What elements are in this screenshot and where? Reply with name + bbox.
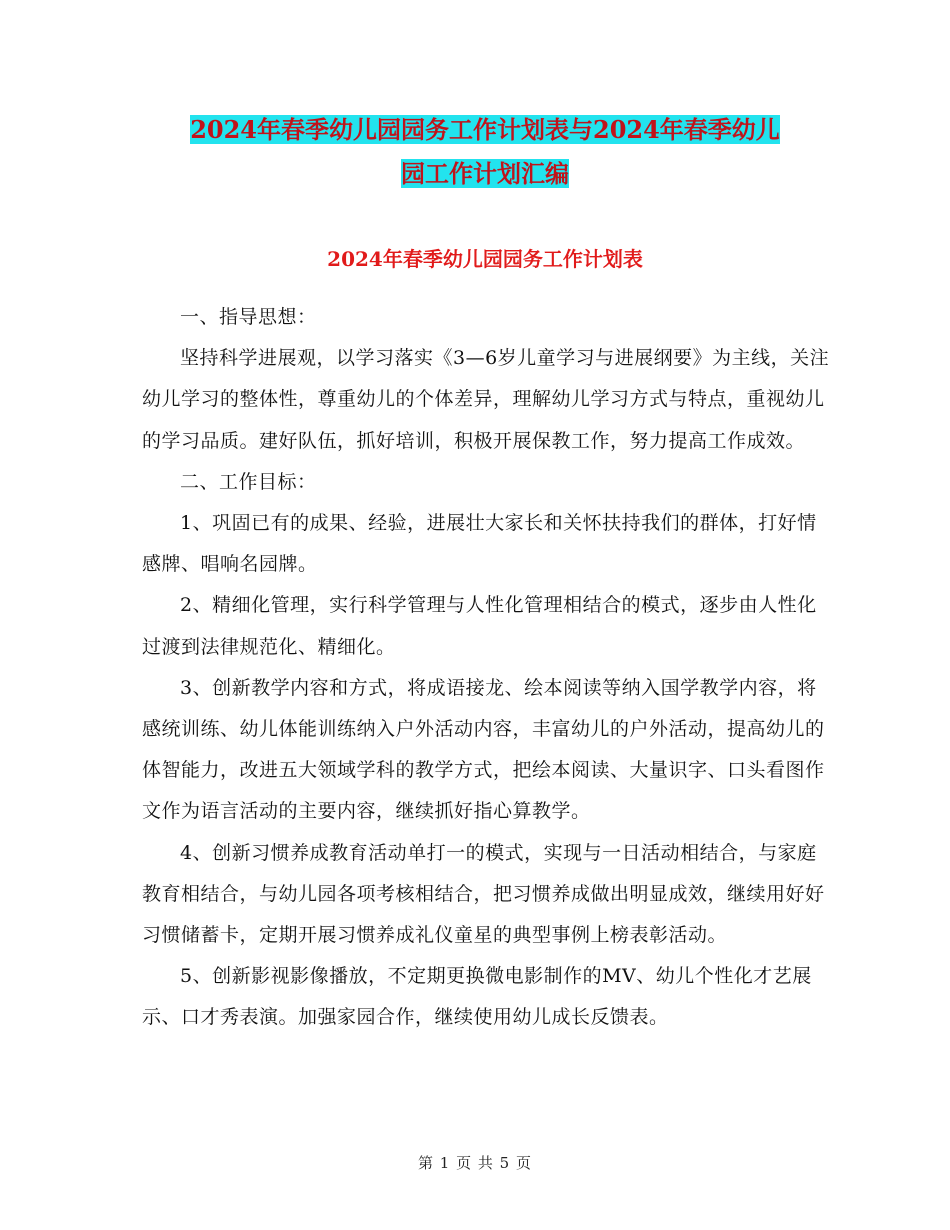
- heading-guiding-ideology: 一、指导思想：: [180, 306, 317, 328]
- heading-work-goals: 二、工作目标：: [180, 470, 317, 493]
- paragraph-goal-4: 4、创新习惯养成教育活动单打一的模式，实现与一日活动相结合，与家庭教育相结合，与幼儿园各项考核相结合，把习惯养成做出明显成效，继续用好好习惯储蓄卡，定期开展习惯养成礼仪童星的典型事例上榜表彰活动。: [142, 841, 825, 947]
- section-title: 2024年春季幼儿园园务工作计划表: [327, 247, 643, 271]
- title-line-2: 园工作计划汇编: [401, 159, 569, 188]
- document-title: [140, 108, 830, 196]
- paragraph-goal-3: 3、创新教学内容和方式，将成语接龙、绘本阅读等纳入国学教学内容，将感统训练、幼儿体能训练纳入户外活动内容，丰富幼儿的户外活动，提高幼儿的体智能力，改进五大领域学科的教学方式，把绘本阅读、大量识字、口头看图作文作为语言活动的主要内容，继续抓好指心算教学。: [142, 676, 825, 823]
- paragraph-goal-5: 5、创新影视影像播放，不定期更换微电影制作的MV、幼儿个性化才艺展示、口才秀表演。加强家园合作，继续使用幼儿成长反馈表。: [142, 965, 812, 1029]
- page-number: 第 1 页 共 5 页: [418, 1154, 532, 1172]
- paragraph-goal-2: 2、精细化管理，实行科学管理与人性化管理相结合的模式，逐步由人性化过渡到法律规范化、精细化。: [142, 594, 817, 658]
- paragraph-guiding-ideology: 坚持科学进展观，以学习落实《3—6岁儿童学习与进展纲要》为主线，关注幼儿学习的整体性，尊重幼儿的个体差异，理解幼儿学习方式与特点，重视幼儿的学习品质。建好队伍，抓好培训，积极开展保教工作，努力提高工作成效。: [142, 347, 830, 452]
- title-line-1: 2024年春季幼儿园园务工作计划表与2024年春季幼儿: [190, 115, 780, 144]
- document-body: [142, 297, 832, 1039]
- paragraph-goal-1: 1、巩固已有的成果、经验，进展壮大家长和关怀扶持我们的群体，打好情感牌、唱响名园牌。: [142, 512, 817, 576]
